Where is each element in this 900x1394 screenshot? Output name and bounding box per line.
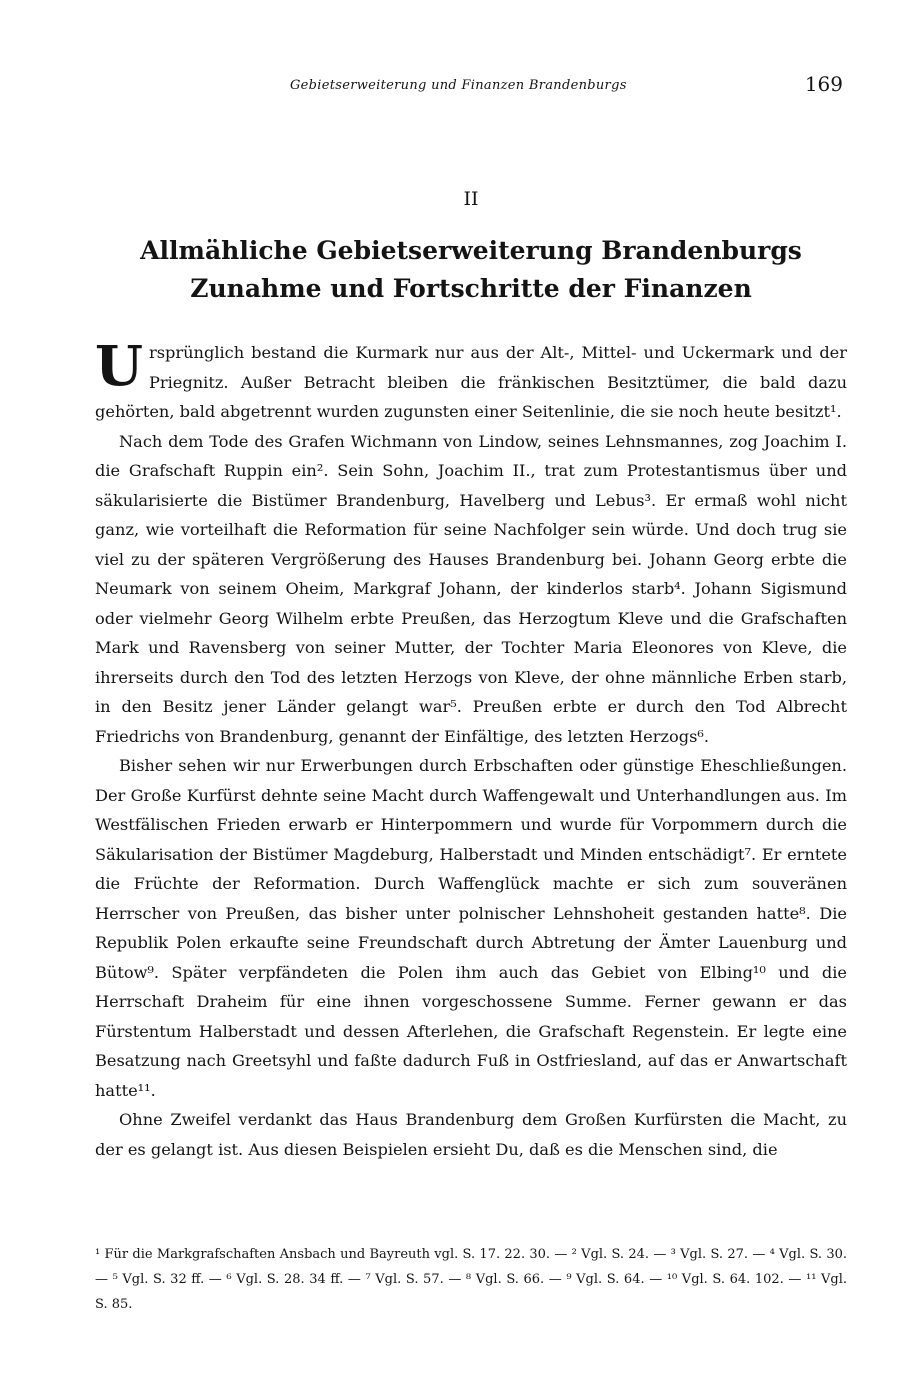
footnotes: ¹ Für die Markgrafschaften Ansbach und Bayreuth vgl. S. 17. 22. 30. — ² Vgl. S. 24. — ³ Vgl. S. 27. — ⁴ Vgl. S. 30. — ⁵ Vgl. S. 32 ff. — ⁶ Vgl. S. 28. 34 ff. — ⁷ Vgl. S. 57. — ⁸ Vgl. S. 66. — ⁹ Vgl. S. 64. — ¹⁰ Vgl. S. 64. 102. — ¹¹ Vgl. S. 85. [95,1247,847,1312]
running-head [95,72,847,102]
running-title: Gebietserweiterung und Finanzen Brandenburgs [290,78,627,93]
body-text [95,333,847,1164]
paragraph-4: Ohne Zweifel verdankt das Haus Brandenburg dem Großen Kurfürsten die Macht, zu der es gelangt ist. Aus diesen Beispielen ersieht Du, daß es die Menschen sind, die [95,1110,847,1159]
chapter-title-line-1: Allmähliche Gebietserweiterung Brandenburgs [140,236,802,265]
book-page [95,0,847,1394]
paragraph-3: Bisher sehen wir nur Erwerbungen durch Erbschaften oder günstige Eheschließungen. Der Große Kurfürst dehnte seine Macht durch Waffengewalt und Unterhandlungen aus. Im Westfälischen Frieden erwarb er Hinterpommern und wurde für Vorpommern durch die Säkularisation der Bistümer Magdeburg, Halberstadt und Minden entschädigt⁷. Er erntete die Früchte der Reformation. Durch Waffenglück machte er sich zum souveränen Herrscher von Preußen, das bisher unter polnischer Lehnshoheit gestanden hatte⁸. Die Republik Polen erkaufte seine Freundschaft durch Abtretung der Ämter Lauenburg und Bütow⁹. Später verpfändeten die Polen ihm auch das Gebiet von Elbing¹⁰ und die Herrschaft Draheim für eine ihnen vorgeschossene Summe. Ferner gewann er das Fürstentum Halberstadt und dessen Afterlehen, die Grafschaft Regenstein. Er legte eine Besatzung nach Greetsyhl und faßte dadurch Fuß in Ostfriesland, auf das er Anwartschaft hatte¹¹. [95,756,847,1100]
drop-cap: U [95,333,143,398]
paragraph-1-text: rsprünglich bestand die Kurmark nur aus der Alt-, Mittel- und Uckermark und der Priegnitz. Außer Betracht bleiben die fränkischen Besitztümer, die bald dazu gehörten, bald abgetrennt wurden zugunsten einer Seitenlinie, die sie noch heute besitzt¹. [95,343,847,421]
paragraph-2: Nach dem Tode des Grafen Wichmann von Lindow, seines Lehnsmannes, zog Joachim I. die Grafschaft Ruppin ein². Sein Sohn, Joachim II., trat zum Protestantismus über und säkularisierte die Bistümer Brandenburg, Havelberg und Lebus³. Er ermaß wohl nicht ganz, wie vorteilhaft die Reformation für seine Nachfolger sein würde. Und doch trug sie viel zu der späteren Vergrößerung des Hauses Brandenburg bei. Johann Georg erbte die Neumark von seinem Oheim, Markgraf Johann, der kinderlos starb⁴. Johann Sigismund oder vielmehr Georg Wilhelm erbte Preußen, das Herzogtum Kleve und die Grafschaften Mark und Ravensberg von seiner Mutter, der Tochter Maria Eleonores von Kleve, die ihrerseits durch den Tod des letzten Herzogs von Kleve, der ohne männliche Erben starb, in den Besitz jener Länder gelangt war⁵. Preußen erbte er durch den Tod Albrecht Friedrichs von Brandenburg, genannt der Einfältige, des letzten Herzogs⁶. [95,431,847,746]
chapter-title [95,232,847,308]
page-number: 169 [804,72,843,96]
chapter-title-line-2: Zunahme und Fortschritte der Finanzen [190,274,752,303]
chapter-number: II [463,188,479,210]
paragraph-1 [95,333,847,427]
